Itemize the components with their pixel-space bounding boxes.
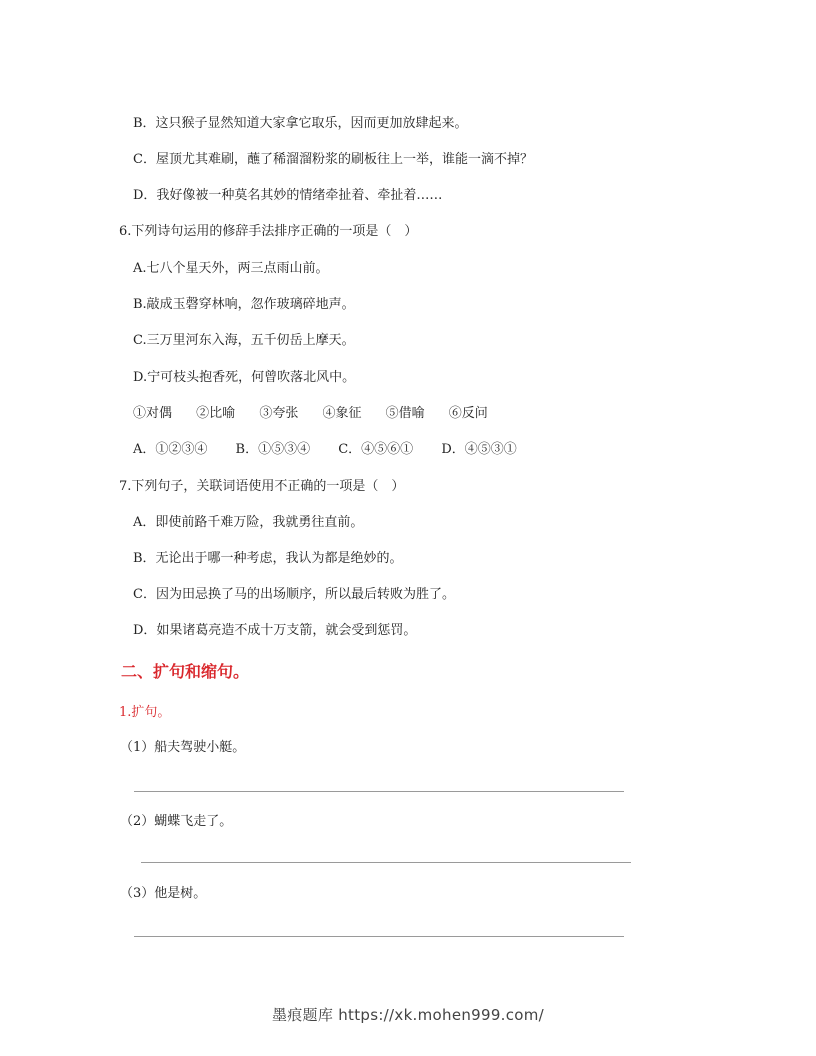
- q7-option-d: D．如果诸葛亮造不成十万支箭，就会受到惩罚。: [133, 623, 417, 638]
- q6-option-b: B.敲成玉磬穿林响，忽作玻璃碎地声。: [133, 297, 355, 312]
- q5-option-c: C．屋顶尤其难刷，蘸了稀溜溜粉浆的刷板往上一举，谁能一滴不掉？: [133, 152, 533, 167]
- answer-line-2[interactable]: [141, 862, 631, 863]
- section-title: 二、扩句和缩句。: [121, 662, 250, 681]
- q7-stem: 7.下列句子，关联词语使用不正确的一项是（ ）: [119, 479, 405, 494]
- expand-item-1: （1）船夫驾驶小艇。: [120, 740, 246, 755]
- answer-line-3[interactable]: [134, 936, 624, 937]
- choice-item: D．④⑤③①: [441, 442, 517, 457]
- footer-watermark: 墨痕题库 https://xk.mohen999.com/: [271, 1006, 545, 1024]
- q6-option-c: C.三万里河东入海，五千仞岳上摩天。: [133, 333, 355, 348]
- q6-option-a: A.七八个星天外，两三点雨山前。: [133, 261, 329, 276]
- q6-option-d: D.宁可枝头抱香死，何曾吹落北风中。: [133, 370, 356, 385]
- expand-item-3: （3）他是树。: [120, 886, 207, 901]
- answer-line-1[interactable]: [134, 791, 624, 792]
- q7-option-b: B．无论出于哪一种考虑，我认为都是绝妙的。: [133, 551, 403, 566]
- rhetoric-item: ①对偶: [133, 406, 173, 421]
- rhetoric-item: ⑥反问: [448, 406, 488, 421]
- rhetoric-item: ②比喻: [196, 406, 236, 421]
- rhetoric-item: ④象征: [322, 406, 362, 421]
- choice-item: B．①⑤③④: [235, 442, 311, 457]
- expand-question-title: 1.扩句。: [119, 705, 171, 720]
- q6-rhetoric-list: [133, 405, 508, 423]
- q7-option-a: A．即使前路千难万险，我就勇往直前。: [133, 515, 364, 530]
- rhetoric-item: ③夸张: [259, 406, 299, 421]
- q5-option-b: B．这只猴子显然知道大家拿它取乐，因而更加放肆起来。: [133, 116, 468, 131]
- rhetoric-item: ⑤借喻: [385, 406, 425, 421]
- q6-stem: 6.下列诗句运用的修辞手法排序正确的一项是（ ）: [119, 224, 418, 239]
- q6-choices: [133, 441, 541, 459]
- choice-item: A．①②③④: [133, 442, 208, 457]
- q5-option-d: D．我好像被一种莫名其妙的情绪牵扯着、牵扯着……: [133, 188, 443, 203]
- choice-item: C．④⑤⑥①: [338, 442, 414, 457]
- q7-option-c: C．因为田忌换了马的出场顺序，所以最后转败为胜了。: [133, 587, 455, 602]
- expand-item-2: （2）蝴蝶飞走了。: [120, 814, 233, 829]
